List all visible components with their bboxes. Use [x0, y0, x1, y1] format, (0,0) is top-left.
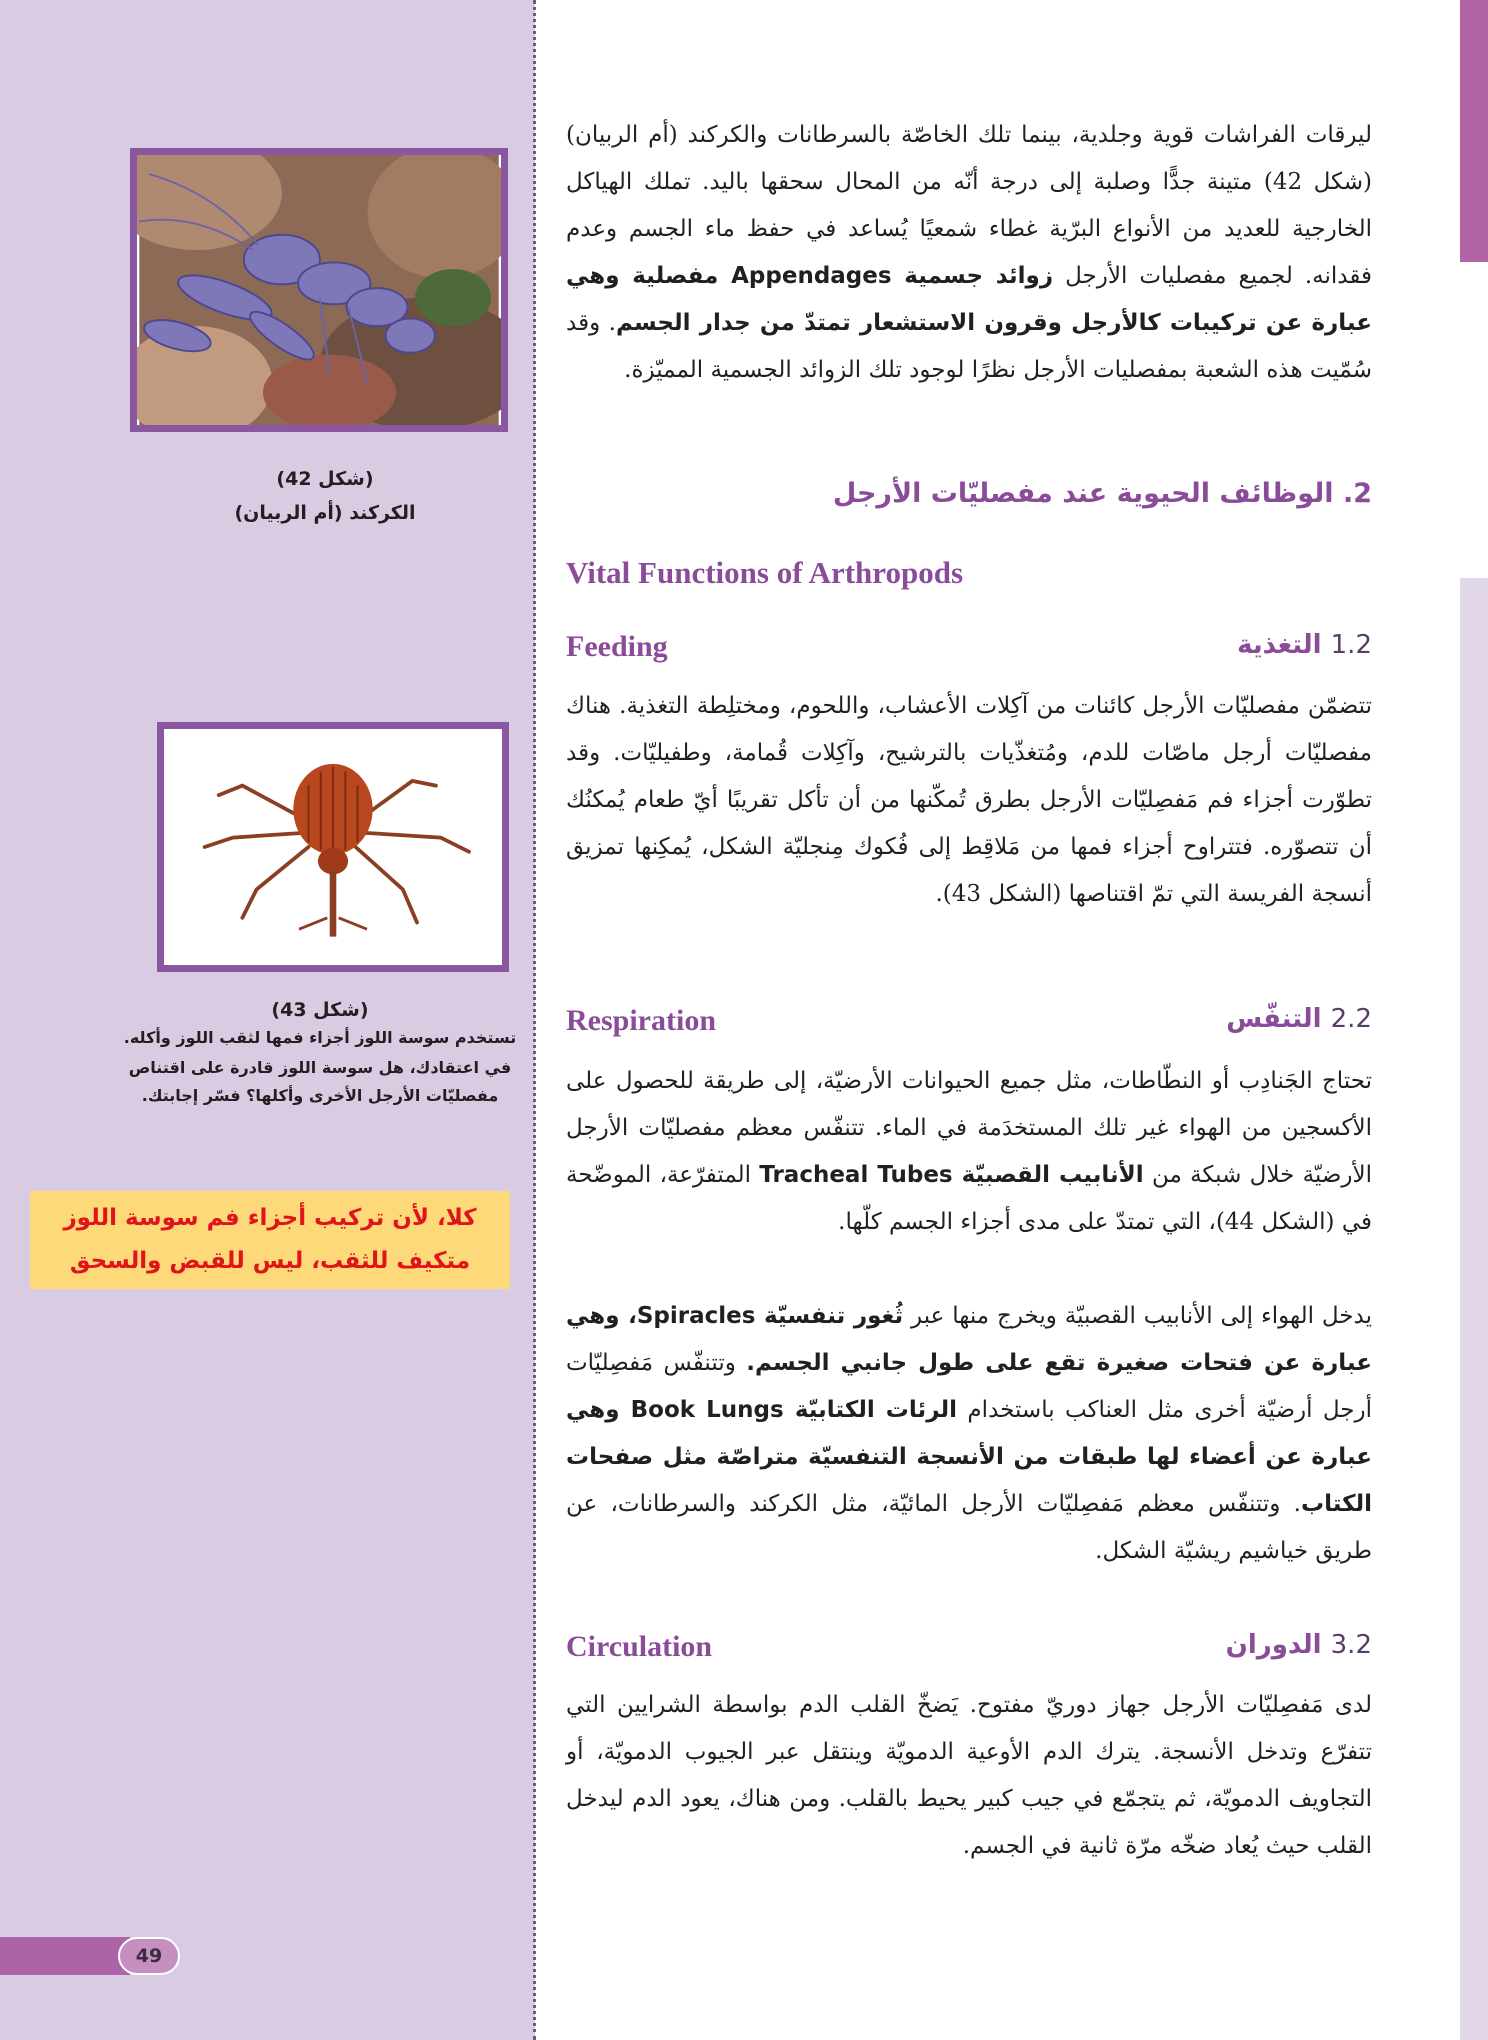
resp-text-3: يدخل الهواء إلى الأنابيب القصبيّة ويخرج منها عبر	[903, 1303, 1373, 1329]
intro-text-2: . وقد سُمّيت هذه الشعبة بمفصليات الأرجل نظرًا لوجود تلك الزوائد الجسمية المميّزة.	[566, 310, 1372, 383]
circulation-title-ar-text: الدوران	[1225, 1630, 1322, 1660]
circulation-number: 3.2	[1330, 1630, 1372, 1660]
resp-text-4: وتتنفّس مَفصِليّات أرجل أرضيّة أخرى مثل العناكب باستخدام	[566, 1350, 1372, 1423]
page-number: 49	[118, 1937, 180, 1975]
crayfish-image	[137, 155, 501, 425]
feeding-number: 1.2	[1330, 630, 1372, 660]
figure-42-text: الكركند (أم الربيان)	[234, 502, 416, 524]
subheading-circulation	[566, 1630, 1372, 1670]
resp-bold-tracheal: الأنابيب القصبيّة Tracheal Tubes	[759, 1162, 1144, 1188]
figure-42-number: (شكل 42)	[276, 468, 374, 490]
circulation-title-en: Circulation	[566, 1630, 713, 1663]
figure-43-question: في اعتقادك، هل سوسة اللوز قادرة على اقتناص مفصليّات الأرجل الأخرى وأكلها؟ فسّر إجابتك.	[128, 1058, 512, 1105]
feeding-title-en: Feeding	[566, 630, 668, 663]
figure-42-caption	[140, 462, 510, 530]
resp-text-2: المتفرّعة، الموضّحة في (الشكل 44)، التي تمتدّ على مدى أجزاء الجسم كلّها.	[566, 1162, 1372, 1235]
figure-42-photo	[130, 148, 508, 432]
respiration-paragraph-1	[566, 1058, 1372, 1246]
intro-bold-appendages: زوائد جسمية Appendages مفصلية وهي عبارة عن تركيبات كالأرجل وقرون الاستشعار تمتدّ من جدار الجسم	[566, 263, 1372, 336]
section-heading-en: Vital Functions of Arthropods	[566, 555, 964, 590]
weevil-image	[164, 729, 502, 965]
figure-43-number: (شكل 43)	[271, 999, 369, 1021]
section-heading: 2. الوظائف الحيوية عند مفصليّات الأرجل	[832, 478, 1372, 509]
respiration-number: 2.2	[1330, 1004, 1372, 1034]
respiration-title-en: Respiration	[566, 1004, 716, 1037]
answer-box	[30, 1191, 510, 1289]
intro-paragraph	[566, 112, 1372, 394]
page-number-tab	[0, 1937, 130, 1975]
respiration-paragraph-2	[566, 1293, 1372, 1575]
resp-bold-book-lungs: الرئات الكتابيّة Book Lungs وهي عبارة عن أعضاء لها طبقات من الأنسجة التنفسيّة متراصّة مثل صفحات الكتاب	[566, 1397, 1372, 1517]
feeding-title-ar	[1237, 630, 1372, 660]
resp-text-1: تحتاج الجَنادِب أو النطّاطات، مثل جميع الحيوانات الأرضيّة، إلى طريقة للحصول على الأكسجين من الهواء غير تلك المستخدَمة في الماء. تتنفّس معظم مفصليّات الأرجل الأرضيّة خلال شبكة من	[566, 1068, 1372, 1188]
subheading-respiration	[566, 1004, 1372, 1044]
subheading-feeding	[566, 630, 1372, 670]
circulation-title-ar	[1226, 1630, 1372, 1660]
figure-43-caption	[120, 996, 520, 1110]
respiration-title-ar	[1226, 1004, 1372, 1034]
feeding-paragraph: تتضمّن مفصليّات الأرجل كائنات من آكِلات الأعشاب، واللحوم، ومختلِطة التغذية. هناك مفصليّات أرجل ماصّات للدم، ومُتغذّيات بالترشيح، وآكِلات قُمامة، وطفيليّات. وقد تطوّرت أجزاء فم مَفصِليّات الأرجل بطرق تُمكّنها من أن تأكل تقريبًا أيّ طعام يُمكنُك أن تتصوّره. فتتراوح أجزاء فمها من مَلاقِط إلى فُكوك مِنجليّة الشكل، يُمكِنها تمزيق أنسجة الفريسة التي تمّ اقتناصها (الشكل 43).	[566, 693, 1372, 907]
answer-line-1: كلا، لأن تركيب أجزاء فم سوسة اللوز	[63, 1205, 477, 1231]
resp-bold-spiracles: ثُغور تنفسيّة Spiracles، وهي عبارة عن فتحات صغيرة تقع على طول جانبي الجسم.	[566, 1303, 1372, 1376]
feeding-title-ar-text: التغذية	[1237, 630, 1322, 660]
sidebar-divider	[533, 0, 536, 2040]
figure-43-photo	[157, 722, 509, 972]
chapter-tab-marker	[1460, 0, 1488, 262]
resp-text-5: . وتتنفّس معظم مَفصِليّات الأرجل المائيّة، مثل الكركند والسرطانات، عن طريق خياشيم ريشيّة الشكل.	[566, 1491, 1372, 1564]
respiration-title-ar-text: التنفّس	[1226, 1004, 1322, 1034]
circulation-paragraph: لدى مَفصِليّات الأرجل جهاز دوريّ مفتوح. يَضخّ القلب الدم بواسطة الشرايين التي تتفرّع وتدخل الأنسجة. يترك الدم الأوعية الدمويّة وينتقل عبر الجيوب الدمويّة، أو التجاويف الدمويّة، ثم يتجمّع في جيب كبير يحيط بالقلب. ومن هناك، يعود الدم ليدخل القلب حيث يُعاد ضخّه مرّة ثانية في الجسم.	[566, 1692, 1372, 1859]
edge-strip	[1460, 262, 1488, 578]
answer-line-2: متكيف للثقب، ليس للقبض والسحق	[69, 1248, 471, 1274]
intro-text-1: ليرقات الفراشات قوية وجلدية، بينما تلك الخاصّة بالسرطانات والكركند (أم الربيان) (شكل 42) متينة جدًّا وصلبة إلى درجة أنّه من المحال سحقها باليد. تملك الهياكل الخارجية للعديد من الأنواع البرّية غطاء شمعيًا يُساعد في حفظ ماء الجسم وعدم فقدانه. لجميع مفصليات الأرجل	[566, 122, 1372, 289]
edge-strip-light	[1460, 578, 1488, 2040]
figure-43-text: تستخدم سوسة اللوز أجزاء فمها لثقب اللوز وأكله.	[123, 1028, 517, 1047]
